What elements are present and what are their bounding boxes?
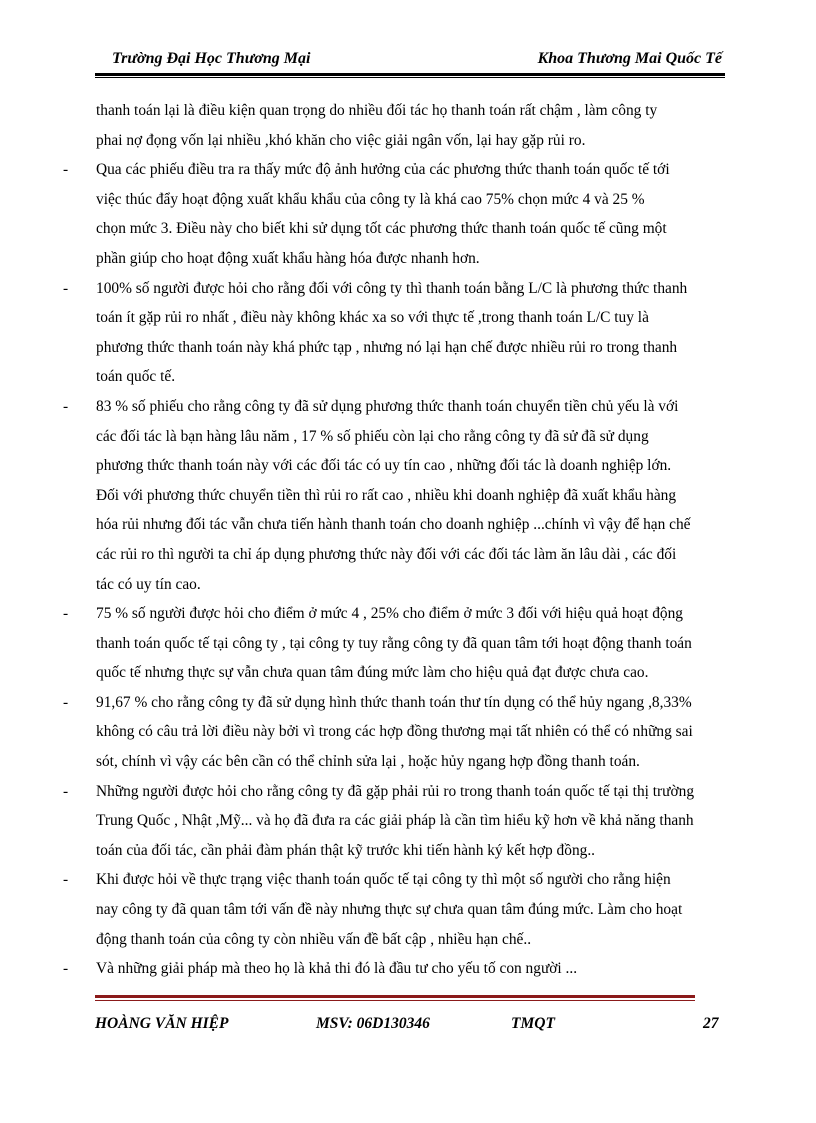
header-faculty: Khoa Thương Mai Quốc Tế xyxy=(537,50,722,67)
text-line: 100% số người được hỏi cho rằng đối với công ty thì thanh toán bằng L/C là phương thức thanh xyxy=(96,279,688,297)
list-item xyxy=(63,392,725,599)
footer-author: HOÀNG VĂN HIỆP xyxy=(95,1015,229,1032)
text-line: tác có uy tín cao. xyxy=(96,575,201,593)
footer-rule xyxy=(95,995,695,998)
header-university: Trường Đại Học Thương Mại xyxy=(112,50,311,67)
text-line: 83 % số phiếu cho rằng công ty đã sử dụng phương thức thanh toán chuyển tiền chủ yếu là với xyxy=(96,397,679,415)
text-line: phần giúp cho hoạt động xuất khẩu hàng hóa được nhanh hơn. xyxy=(96,249,480,267)
text-line: việc thúc đẩy hoạt động xuất khẩu khẩu của công ty là khá cao 75% chọn mức 4 và 25 % xyxy=(96,190,645,208)
page-footer xyxy=(0,1015,816,1039)
dash-bullet: - xyxy=(63,782,69,800)
text-line: toán của đối tác, cần phải đàm phán thật kỹ trước khi tiến hành ký kết hợp đồng.. xyxy=(96,841,596,859)
page-number: 27 xyxy=(703,1015,719,1032)
text-line: động thanh toán của công ty còn nhiều vấn đề bất cập , nhiều hạn chế.. xyxy=(96,930,532,948)
text-line: Đối với phương thức chuyển tiền thì rủi ro rất cao , nhiều khi doanh nghiệp đã xuất khẩu hàng xyxy=(96,486,677,504)
dash-bullet: - xyxy=(63,397,69,415)
dash-bullet: - xyxy=(63,605,69,623)
text-line: quốc tế nhưng thực sự vẫn chưa quan tâm đúng mức làm cho hiệu quả đạt được chưa cao. xyxy=(96,664,649,682)
header-rule xyxy=(95,73,725,76)
intro-paragraph xyxy=(63,96,725,155)
body-text xyxy=(63,96,725,984)
text-line: các đối tác là bạn hàng lâu năm , 17 % số phiếu còn lại cho rằng công ty đã sử đã sử dụng xyxy=(96,427,649,445)
text-line: nay công ty đã quan tâm tới vấn đề này nhưng thực sự chưa quan tâm đúng mức. Làm cho hoạt xyxy=(96,901,683,919)
text-line: Trung Quốc , Nhật ,Mỹ... và họ đã đưa ra các giải pháp là cần tìm hiểu kỹ hơn về khả năng thanh xyxy=(96,812,694,830)
text-line: hóa rủi nhưng đối tác vẫn chưa tiến hành thanh toán cho doanh nghiệp ...chính vì vậy để hạn chế xyxy=(96,516,691,534)
dash-bullet: - xyxy=(63,693,69,711)
text-line: Khi được hỏi về thực trạng việc thanh toán quốc tế tại công ty thì một số người cho rằng hiện xyxy=(96,871,671,889)
text-line: Những người được hỏi cho rằng công ty đã gặp phải rủi ro trong thanh toán quốc tế tại thị trường xyxy=(96,782,695,800)
text-line: toán ít gặp rủi ro nhất , điều này không khác xa so với thực tế ,trong thanh toán L/C tuy là xyxy=(96,309,649,327)
text-line: phương thức thanh toán này khá phức tạp , nhưng nó lại hạn chế được nhiều rủi ro trong thanh xyxy=(96,338,678,356)
text-line: Và những giải pháp mà theo họ là khả thi đó là đầu tư cho yếu tố con người ... xyxy=(96,960,578,978)
text-line: thanh toán quốc tế tại công ty , tại công ty tuy rằng công ty đã quan tâm tới hoạt động thanh toán xyxy=(96,634,692,652)
text-line: chọn mức 3. Điều này cho biết khi sử dụng tốt các phương thức thanh toán quốc tế cũng một xyxy=(96,220,667,238)
text-line: không có câu trả lời điều này bởi vì trong các hợp đồng thương mại tất nhiên có thể có những sai xyxy=(96,723,693,741)
list-item xyxy=(63,777,725,866)
footer-student-id: MSV: 06D130346 xyxy=(316,1015,430,1032)
text-line: Qua các phiếu điều tra ra thấy mức độ ảnh hưởng của các phương thức thanh toán quốc tế tới xyxy=(96,161,670,179)
list-item xyxy=(63,274,725,392)
text-line: 75 % số người được hỏi cho điểm ở mức 4 , 25% cho điểm ở mức 3 đối với hiệu quả hoạt động xyxy=(96,605,683,623)
dash-bullet: - xyxy=(63,960,69,978)
list-item xyxy=(63,599,725,688)
header-rule-thin xyxy=(95,77,725,78)
list-item xyxy=(63,865,725,954)
text-line: toán quốc tế. xyxy=(96,368,176,386)
text-line: sót, chính vì vậy các bên cần có thể chỉnh sửa lại , hoặc hủy ngang hợp đồng thanh toán. xyxy=(96,753,640,771)
dash-bullet: - xyxy=(63,871,69,889)
text-line: 91,67 % cho rằng công ty đã sử dụng hình thức thanh toán thư tín dụng có thể hủy ngang ,8,33% xyxy=(96,693,692,711)
text-line: phương thức thanh toán này với các đối tác có uy tín cao , những đối tác là doanh nghiệp lớn. xyxy=(96,457,672,475)
page-header xyxy=(95,44,725,80)
list-item xyxy=(63,155,725,273)
dash-bullet: - xyxy=(63,161,69,179)
text-line: phai nợ đọng vốn lại nhiều ,khó khăn cho việc giải ngân vốn, lại hay gặp rủi ro. xyxy=(96,131,586,149)
text-line: các rủi ro thì người ta chỉ áp dụng phương thức này đối với các đối tác làm ăn lâu dài , các đối xyxy=(96,545,677,563)
list-item xyxy=(63,688,725,777)
dash-bullet: - xyxy=(63,279,69,297)
list-item xyxy=(63,954,725,984)
text-line: thanh toán lại là điều kiện quan trọng do nhiều đối tác họ thanh toán rất chậm , làm công ty xyxy=(96,102,658,119)
footer-department: TMQT xyxy=(511,1015,555,1032)
footer-rule-thin xyxy=(95,1000,695,1001)
